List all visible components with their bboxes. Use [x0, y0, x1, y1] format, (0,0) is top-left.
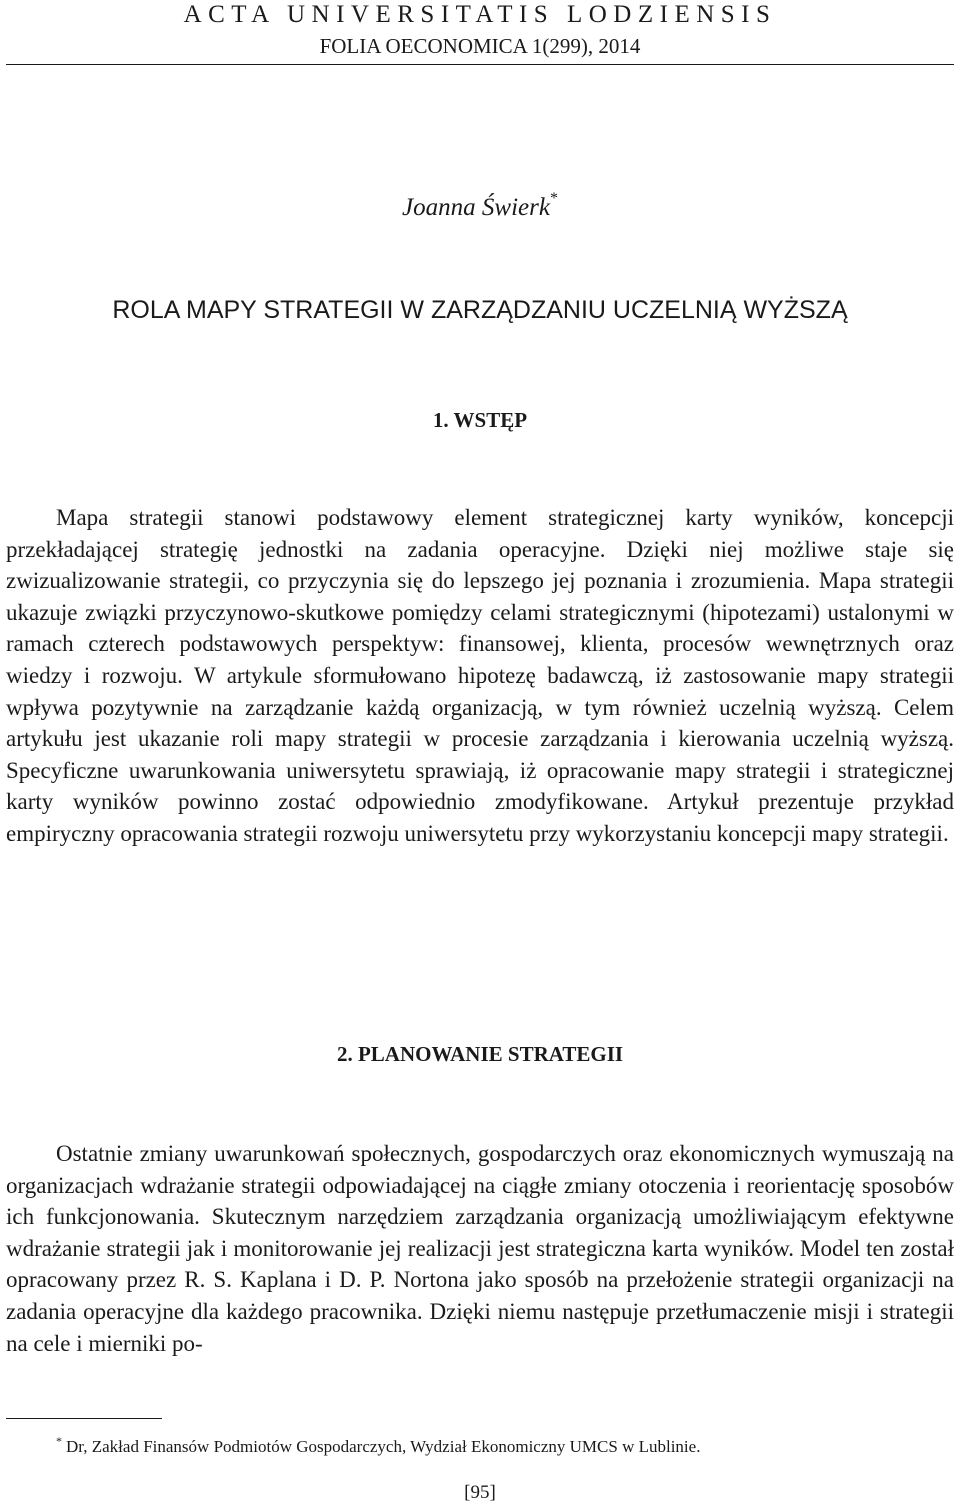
footnote	[56, 1430, 700, 1458]
header-rule	[6, 64, 954, 65]
section-heading-strategy-planning: 2. PLANOWANIE STRATEGII	[336, 1042, 624, 1066]
article-title: ROLA MAPY STRATEGII W ZARZĄDZANIU UCZELNIĄ WYŻSZĄ	[112, 296, 848, 324]
section-heading-introduction: 1. WSTĘP	[432, 408, 528, 432]
section-paragraph-strategy-planning: Ostatnie zmiany uwarunkowań społecznych, gospodarczych oraz ekonomicznych wymuszają na organizacjach wdrażanie strategii odpowiadającej na ciągłe zmiany otoczenia i reorientację sposobów ich funkcjonowania. Skutecznym narzędziem zarządzania organizacją umożliwiającym efektywne wdrażanie strategii jak i monitorowanie jej realizacji jest strategiczna karta wyników. Model ten został opracowany przez R. S. Kaplana i D. P. Nortona jako sposób na przełożenie strategii organizacji na zadania operacyjne dla każdego pracownika. Dzięki niemu następuje przetłumaczenie misji i strategii na cele i mierniki po-	[6, 1141, 954, 1356]
footnote-mark: *	[56, 1434, 62, 1448]
journal-header	[0, 0, 960, 61]
author-footnote-mark[interactable]: *	[549, 190, 558, 207]
section-paragraph-introduction: Mapa strategii stanowi podstawowy element strategicznej karty wyników, koncepcji przekładającej strategię jednostki na zadania operacyjne. Dzięki niej możliwe staje się zwizualizowanie strategii, co przyczynia się do lepszego jej poznania i zrozumienia. Mapa strategii ukazuje związki przyczynowo-skutkowe pomiędzy celami strategicznymi (hipotezami) ustalonymi w ramach czterech podstawowych perspektyw: finansowej, klienta, procesów wewnętrznych oraz wiedzy i rozwoju. W artykule sformułowano hipotezę badawczą, iż zastosowanie mapy strategii wpływa pozytywnie na zarządzanie każdą organizacją, w tym również uczelnią wyższą. Celem artykułu jest ukazanie roli mapy strategii w procesie zarządzania i kierowania uczelnią wyższą. Specyficzne uwarunkowania uniwersytetu sprawiają, iż opracowanie mapy strategii i strategicznej karty wyników powinno zostać odpowiednio zmodyfikowane. Artykuł prezentuje przykład empiryczny opracowania strategii rozwoju uniwersytetu przy wykorzystaniu koncepcji mapy strategii.	[6, 505, 954, 846]
journal-issue: FOLIA OECONOMICA 1(299), 2014	[319, 34, 641, 58]
author-line	[0, 190, 960, 222]
footnote-rule	[6, 1418, 162, 1419]
page-number: [95]	[464, 1482, 496, 1503]
author-name: Joanna Świerk	[402, 194, 550, 221]
footnote-text: Dr, Zakład Finansów Podmiotów Gospodarczych, Wydział Ekonomiczny UMCS w Lublinie.	[66, 1437, 701, 1456]
journal-name: ACTA UNIVERSITATIS LODZIENSIS	[183, 1, 777, 28]
